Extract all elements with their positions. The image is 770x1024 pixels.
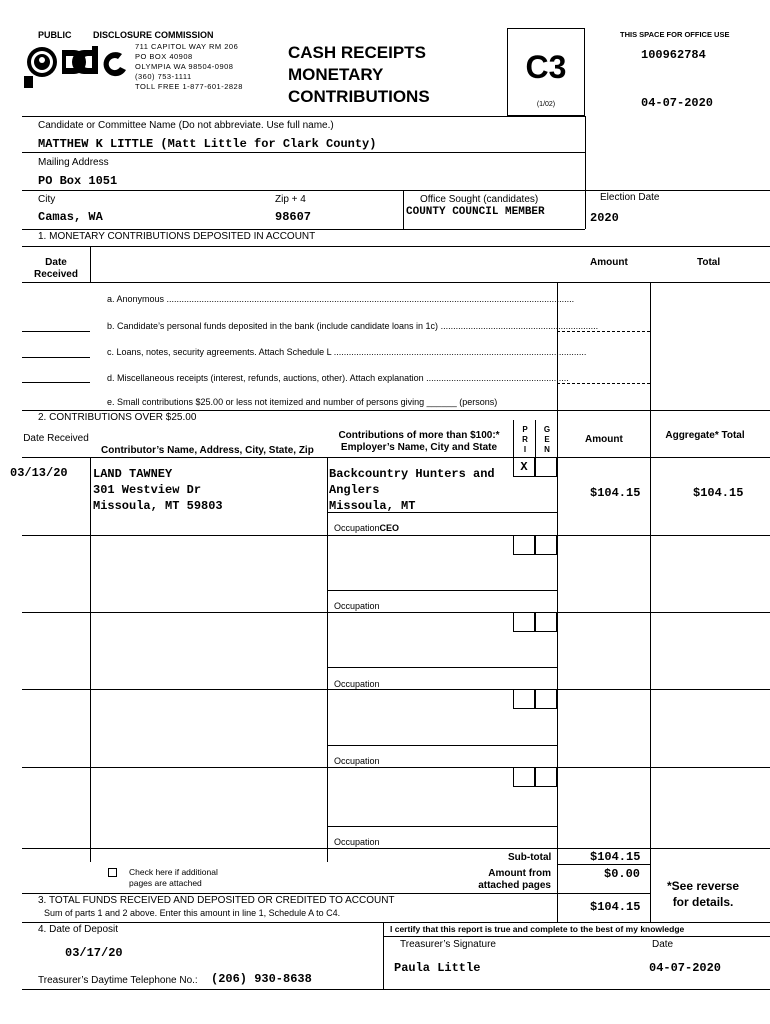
attached-label: [477, 868, 551, 892]
attached-label-line: attached pages: [478, 880, 551, 891]
line-text: b. Candidate’s personal funds deposited in the bank (include candidate loans in 1c): [107, 321, 439, 331]
row1-pri-mark: X: [520, 460, 528, 474]
form-revision: (1/02): [536, 101, 556, 108]
additional-pages-checkbox[interactable]: [108, 868, 117, 877]
row1-gen-box: [535, 457, 557, 477]
treasurer-phone: (206) 930-8638: [211, 972, 312, 986]
pdc-logo: [22, 40, 132, 90]
mailing-address-label: Mailing Address: [38, 157, 109, 168]
total-sub-label: Sum of parts 1 and 2 above. Enter this amount in line 1, Schedule A to C4.: [44, 908, 341, 918]
see-reverse-line: for details.: [672, 895, 734, 909]
additional-pages-label: [129, 867, 218, 889]
row1-pri-box: [513, 457, 535, 477]
address-line: 711 CAPITOL WAY RM 206: [135, 42, 239, 51]
phone-label: Treasurer’s Daytime Telephone No.:: [38, 975, 198, 986]
agency-label-right: DISCLOSURE COMMISSION: [93, 30, 214, 40]
row4-occupation-label: Occupation: [334, 756, 380, 766]
row4-gen-box: [535, 689, 557, 709]
section1-line-e: e. Small contributions $25.00 or less not itemized and number of persons giving ______ (persons): [107, 397, 498, 407]
row5-occupation-label: Occupation: [334, 837, 380, 847]
row3-pri-box: [513, 612, 535, 632]
section1-line-b: b. Candidate’s personal funds deposited in the bank (include candidate loans in 1c) ...............................................................: [107, 321, 599, 331]
checkbox-label-line: Check here if additional: [129, 867, 218, 877]
employer-line: Anglers: [329, 483, 380, 497]
office-use-label: THIS SPACE FOR OFFICE USE: [620, 30, 730, 39]
form-title: [288, 42, 430, 108]
attached-value: $0.00: [604, 867, 641, 881]
title-line: CONTRIBUTIONS: [288, 87, 430, 106]
mailing-address: PO Box 1051: [38, 174, 118, 188]
candidate-name-label: Candidate or Committee Name (Do not abbreviate. Use full name.): [38, 120, 334, 131]
employer-line: Missoula, MT: [329, 499, 416, 513]
deposit-date: 03/17/20: [65, 946, 123, 960]
address-line: OLYMPIA WA 98504-0908: [135, 62, 234, 71]
occupation-value: CEO: [379, 523, 400, 533]
see-reverse-note: [667, 878, 739, 910]
zip: 98607: [275, 210, 312, 224]
office-sought: COUNTY COUNCIL MEMBER: [406, 206, 545, 218]
section1-line-a: a. Anonymous ...................................................................................................................................................................: [107, 294, 575, 304]
employer-header-1: Contributions of more than $100:*: [338, 430, 500, 441]
section2-amount-header: Amount: [585, 434, 623, 445]
candidate-name: MATTHEW K LITTLE (Matt Little for Clark County): [38, 137, 377, 151]
title-line: MONETARY: [288, 65, 384, 84]
row4-pri-box: [513, 689, 535, 709]
agency-label-left: PUBLIC: [38, 30, 72, 40]
row2-pri-box: [513, 535, 535, 555]
attached-label-line: Amount from: [488, 868, 551, 879]
contributor-name: LAND TAWNEY: [93, 467, 173, 481]
row3-occupation-label: Occupation: [334, 679, 380, 689]
checkbox-label-line: pages are attached: [129, 878, 202, 888]
row1-aggregate: $104.15: [693, 486, 744, 500]
form-code: C3: [525, 49, 567, 85]
title-line: CASH RECEIPTS: [288, 43, 426, 62]
form-code-box: [507, 28, 585, 116]
total-value: $104.15: [590, 900, 641, 914]
gen-header: G E N: [543, 425, 551, 454]
section1-title: 1. MONETARY CONTRIBUTIONS DEPOSITED IN ACCOUNT: [38, 231, 316, 242]
zip-label: Zip + 4: [275, 194, 306, 205]
section1-total-header: Total: [697, 257, 721, 268]
row2-gen-box: [535, 535, 557, 555]
section1-line-c: c. Loans, notes, security agreements. Attach Schedule L .....................................................................................................: [107, 347, 587, 357]
signature-date: 04-07-2020: [649, 961, 722, 975]
contributor-header: Contributor’s Name, Address, City, State, Zip: [101, 445, 314, 456]
office-sought-label: Office Sought (candidates): [420, 194, 539, 205]
row5-pri-box: [513, 767, 535, 787]
address-line: TOLL FREE 1-877-601-2828: [135, 82, 243, 91]
row3-gen-box: [535, 612, 557, 632]
line-text: c. Loans, notes, security agreements. Attach Schedule L: [107, 347, 332, 357]
section1-date-header: Date Received: [34, 257, 78, 280]
contributor-address: 301 Westview Dr: [93, 483, 202, 497]
city-label: City: [38, 194, 56, 205]
section1-amount-header: Amount: [590, 257, 628, 268]
row1-amount: $104.15: [590, 486, 641, 500]
subtotal-value: $104.15: [590, 850, 641, 864]
row1-employer: [329, 466, 495, 514]
agency-address: [135, 42, 243, 92]
address-line: (360) 753-1111: [135, 72, 192, 81]
line-text: d. Miscellaneous receipts (interest, refunds, auctions, other). Attach explanation: [107, 373, 424, 383]
subtotal-label: Sub-total: [508, 852, 552, 863]
city: Camas, WA: [38, 210, 103, 224]
office-number: 100962784: [641, 48, 706, 62]
row5-gen-box: [535, 767, 557, 787]
aggregate-header: Aggregate* Total: [665, 430, 745, 441]
row1-occupation: [334, 523, 399, 533]
section1-line-d: d. Miscellaneous receipts (interest, refunds, auctions, other). Attach explanation .........................................................: [107, 373, 569, 383]
see-reverse-line: *See reverse: [667, 879, 740, 893]
row1-date: 03/13/20: [10, 466, 68, 480]
row2-occupation-label: Occupation: [334, 601, 380, 611]
contributor-city: Missoula, MT 59803: [93, 499, 223, 513]
section2-title: 2. CONTRIBUTIONS OVER $25.00: [38, 412, 197, 423]
section2-date-header: Date Received: [23, 433, 89, 444]
election-date-label: Election Date: [600, 192, 660, 203]
row1-contributor: [93, 466, 223, 514]
employer-line: Backcountry Hunters and: [329, 467, 495, 481]
election-date: 2020: [590, 211, 619, 225]
address-line: PO BOX 40908: [135, 52, 193, 61]
occupation-label: Occupation: [334, 523, 380, 533]
total-label: 3. TOTAL FUNDS RECEIVED AND DEPOSITED OR CREDITED TO ACCOUNT: [38, 895, 395, 906]
signature-label: Treasurer’s Signature: [400, 939, 496, 950]
line-text: a. Anonymous: [107, 294, 165, 304]
treasurer-signature: Paula Little: [394, 961, 481, 975]
pri-header: P R I: [522, 425, 528, 454]
deposit-date-label: 4. Date of Deposit: [38, 924, 119, 935]
office-date: 04-07-2020: [641, 96, 714, 110]
certification-statement: I certify that this report is true and complete to the best of my knowledge: [390, 924, 685, 934]
signature-date-label: Date: [652, 939, 674, 950]
employer-header-2: Employer’s Name, City and State: [340, 442, 498, 453]
